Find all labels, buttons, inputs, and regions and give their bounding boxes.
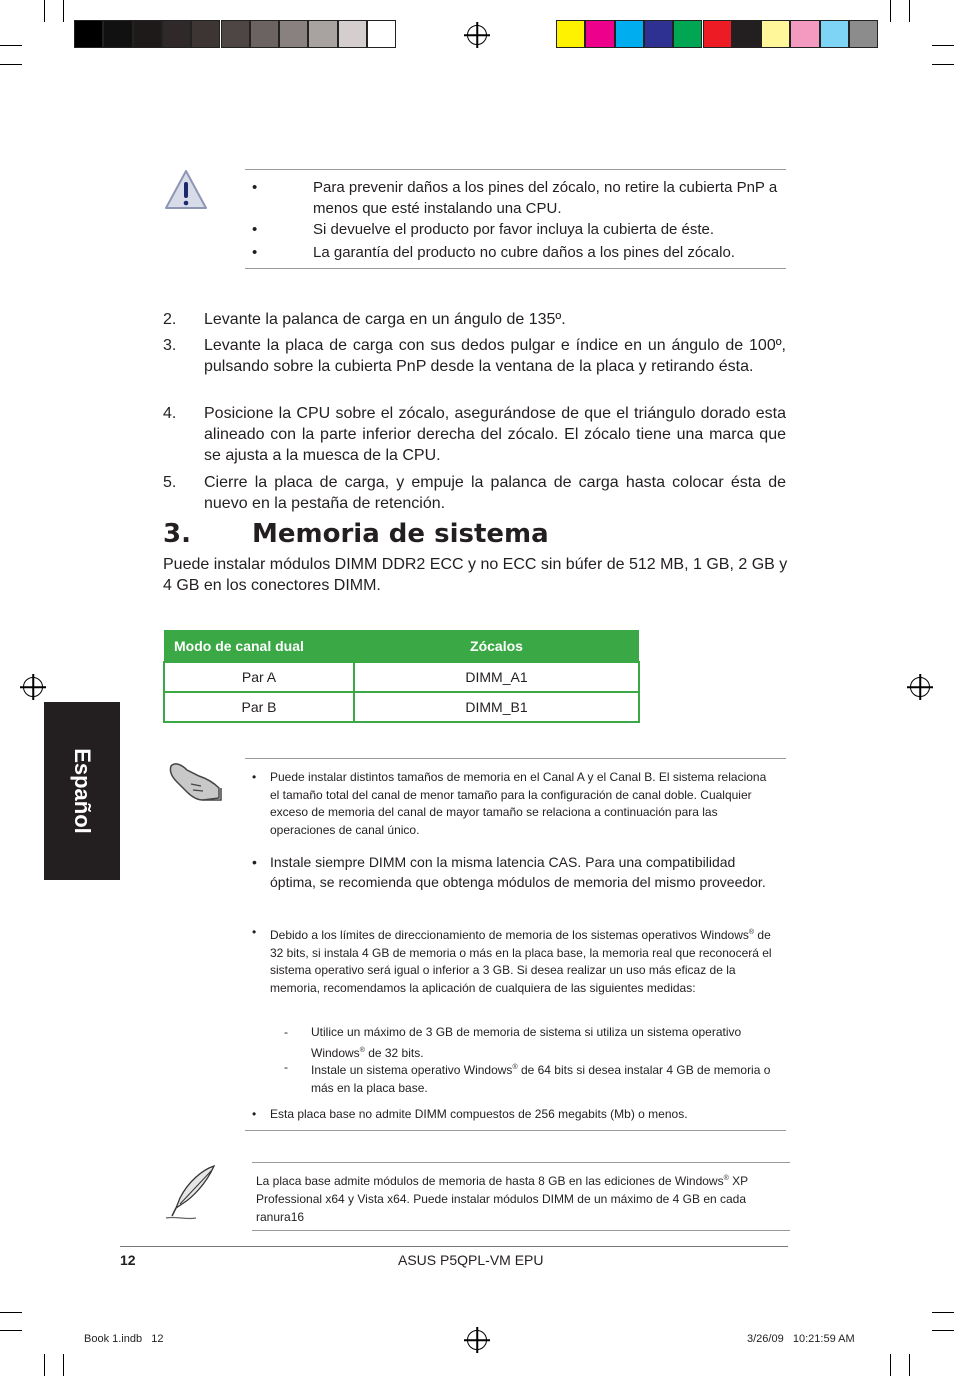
pointing-hand-icon [163,758,225,804]
registration-mark-left-icon [23,677,43,697]
table-header-row [164,630,639,662]
color-swatch [367,20,396,48]
color-swatch [191,20,220,48]
footer-product: ASUS P5QPL-VM EPU [398,1252,544,1268]
color-swatch [732,20,761,48]
tip-text: La placa base admite módulos de memoria de hasta 8 GB en las ediciones de Windows® XP Professional x64 y Vista x64. Puede instalar módulos DIMM de un máximo de 4 GB en cada ranura16 [256,1174,748,1224]
table-header-cell: Zócalos [354,630,639,662]
language-tab-label: Español [70,748,95,834]
page-number: 12 [120,1252,136,1268]
registration-mark-bottom-icon [467,1330,487,1350]
table-row [164,692,639,722]
color-swatch [556,20,585,48]
section-number: 3. [163,519,191,549]
registration-mark-right-icon [910,677,930,697]
note-top-rule [245,758,786,759]
registration-mark-top-icon [467,25,487,45]
tip-top-rule [252,1162,790,1163]
table-header-cell: Modo de canal dual [164,630,354,662]
color-swatch [308,20,337,48]
color-swatch [644,20,673,48]
color-swatch [761,20,790,48]
color-swatch [103,20,132,48]
note-bottom-rule [245,1130,786,1131]
color-swatch [221,20,250,48]
warning-bottom-rule [245,268,786,269]
slug-date: 3/26/09 10:21:59 AM [747,1333,855,1345]
dimm-table [163,630,640,723]
color-swatch [703,20,732,48]
color-swatch [74,20,103,48]
section-title: Memoria de sistema [252,519,549,549]
color-swatch [849,20,878,48]
color-swatch [279,20,308,48]
color-swatch [615,20,644,48]
color-swatch [338,20,367,48]
tip-bottom-rule [252,1230,790,1231]
slug-file: Book 1.indb 12 [84,1333,164,1345]
color-swatch [790,20,819,48]
color-swatch [162,20,191,48]
table-cell: Par B [164,692,354,722]
table-cell: DIMM_A1 [354,662,639,692]
color-swatch [133,20,162,48]
table-row [164,662,639,692]
color-swatch [250,20,279,48]
section-intro: Puede instalar módulos DIMM DDR2 ECC y no ECC sin búfer de 512 MB, 1 GB, 2 GB y 4 GB en los conectores DIMM. [163,556,788,594]
warning-triangle-icon [163,168,209,212]
color-swatch [673,20,702,48]
table-cell: Par A [164,662,354,692]
quill-pen-icon [162,1162,222,1222]
section-heading [163,517,549,551]
color-swatch [585,20,614,48]
language-side-tab [44,702,120,880]
warning-top-rule [245,169,786,170]
table-cell: DIMM_B1 [354,692,639,722]
color-swatch [820,20,849,48]
footer-rule [120,1246,788,1247]
